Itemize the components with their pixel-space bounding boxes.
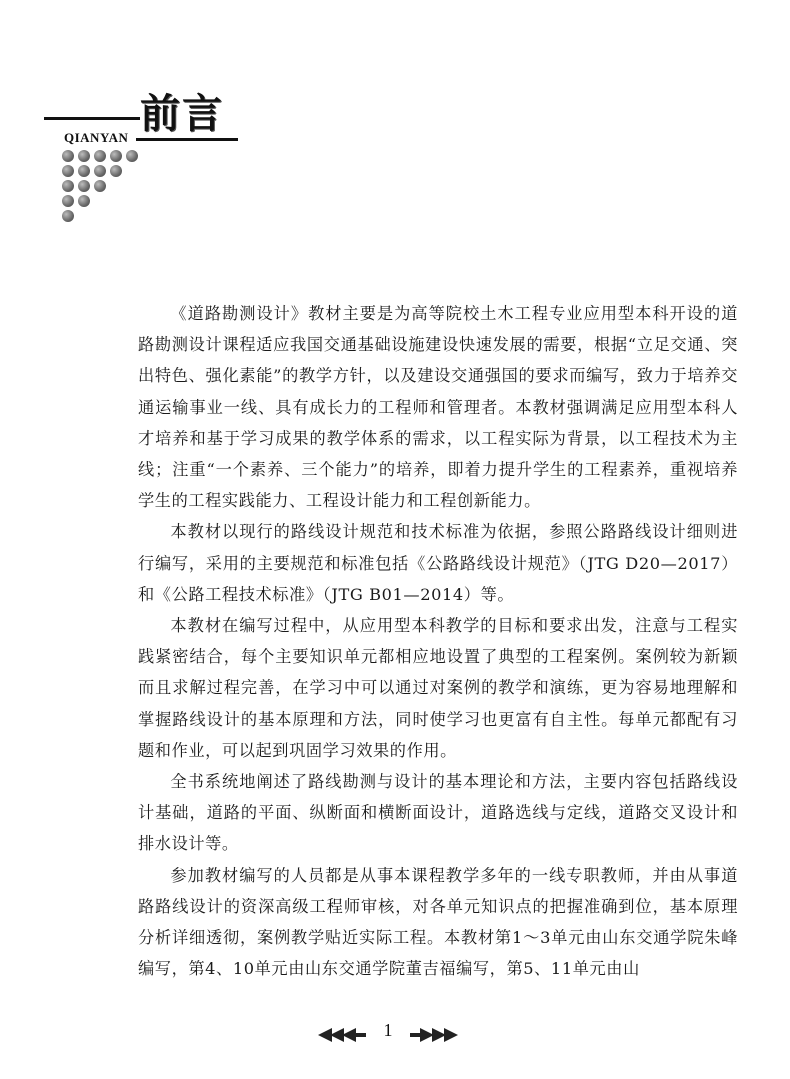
page-header <box>0 0 790 240</box>
dot <box>78 165 90 177</box>
paragraph: 全书系统地阐述了路线勘测与设计的基本理论和方法，主要内容包括路线设计基础，道路的平面、纵断面和横断面设计，道路选线与定线，道路交叉设计和排水设计等。 <box>138 772 738 854</box>
preface-body <box>138 298 738 984</box>
dot <box>126 150 138 162</box>
dot <box>94 180 106 192</box>
dot <box>94 150 106 162</box>
dot <box>62 195 74 207</box>
title-underline <box>136 138 238 141</box>
paragraph: 参加教材编写的人员都是从事本课程教学多年的一线专职教师，并由从事道路路线设计的资深高级工程师审核，对各单元知识点的把握准确到位，基本原理分析详细透彻，案例教学贴近实际工程。本教材第1～3单元由山东交通学院朱峰编写，第4、10单元由山东交通学院董吉福编写，第5、11单元由山 <box>138 865 738 979</box>
dot <box>78 150 90 162</box>
page-number: 1 <box>383 1020 393 1040</box>
dot <box>110 150 122 162</box>
dot <box>62 210 74 222</box>
paragraph: 本教材以现行的路线设计规范和技术标准为依据，参照公路路线设计细则进行编写，采用的主要规范和标准包括《公路路线设计规范》（JTG D20—2017）和《公路工程技术标准》（JTG B01—2014）等。 <box>138 522 738 604</box>
dot <box>94 165 106 177</box>
right-arrow-icon <box>410 1028 458 1042</box>
left-arrow-icon <box>318 1028 366 1042</box>
dot <box>62 165 74 177</box>
decorative-dots <box>62 150 152 230</box>
page-title: 前言 <box>140 91 224 137</box>
title-pinyin: QIANYAN <box>64 130 129 145</box>
header-rule <box>44 117 140 120</box>
dot <box>78 180 90 192</box>
dot <box>62 180 74 192</box>
dot <box>78 195 90 207</box>
paragraph: 本教材在编写过程中，从应用型本科教学的目标和要求出发，注意与工程实践紧密结合，每个主要知识单元都相应地设置了典型的工程案例。案例较为新颖而且求解过程完善，在学习中可以通过对案例的教学和演练，更为容易地理解和掌握路线设计的基本原理和方法，同时使学习也更富有自主性。每单元都配有习题和作业，可以起到巩固学习效果的作用。 <box>138 616 738 760</box>
paragraph: 《道路勘测设计》教材主要是为高等院校土木工程专业应用型本科开设的道路勘测设计课程适应我国交通基础设施建设快速发展的需要，根据“立足交通、突出特色、强化素能”的教学方针，以及建设交通强国的要求而编写，致力于培养交通运输事业一线、具有成长力的工程师和管理者。本教材强调满足应用型本科人才培养和基于学习成果的教学体系的需求，以工程实际为背景，以工程技术为主线；注重“一个素养、三个能力”的培养，即着力提升学生的工程素养，重视培养学生的工程实践能力、工程设计能力和工程创新能力。 <box>138 304 738 511</box>
dot <box>62 150 74 162</box>
dot <box>110 165 122 177</box>
